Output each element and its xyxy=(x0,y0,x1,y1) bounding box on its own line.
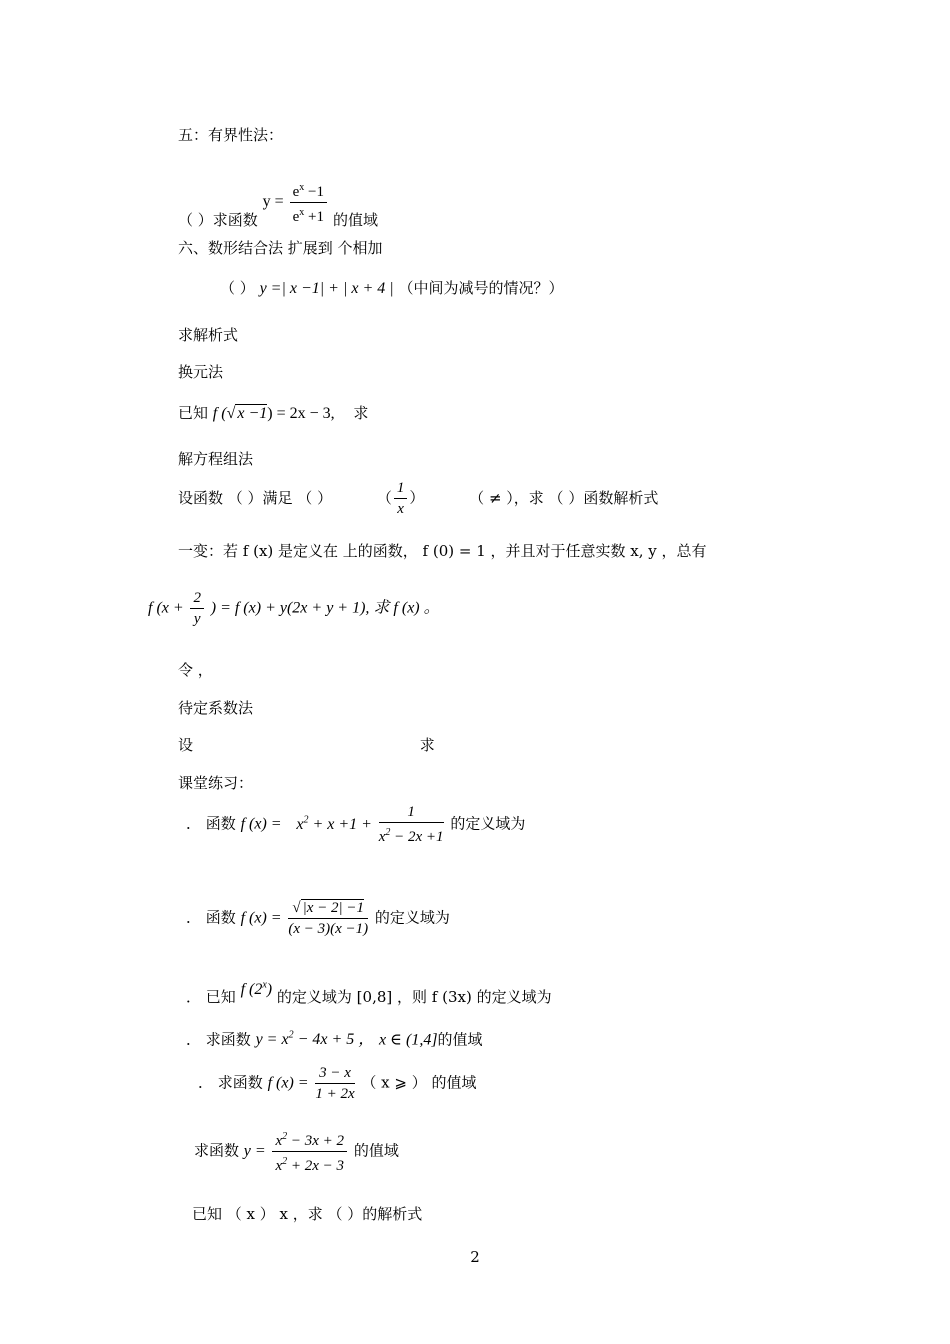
problem-absolute-sum: （ ） y =| x −1| + | x + 4 | （中间为减号的情况？） xyxy=(220,279,564,297)
problem-equation-system: 设函数 （ ）满足 （ ） （ $\frac{1}{x}$ ） （ ≠ ），求 （ ）函数解析式 xyxy=(178,480,659,517)
fraction: $\frac{3 - x}{1 + 2x}$ xyxy=(315,1065,355,1102)
fraction: $\frac{e^x -1}{e^x +1}$ xyxy=(290,178,327,227)
heading-classroom-practice: 课堂练习： xyxy=(178,774,254,792)
fraction: $\frac{√ |x - 2| -1}{(x - 3)(x -1)}$ xyxy=(288,900,369,937)
let-line: 令 ， xyxy=(178,661,213,679)
page-number: 2 xyxy=(470,1248,480,1266)
problem-variant-equation: f (x + $\frac{2}{y}$ ) = f (x) + y(2x + y + 1), 求 f (x) 。 xyxy=(148,590,440,627)
exercise-5: ． 求函数 f (x) = $\frac{3 - x}{1 + 2x}$ （ x ⩾ ） 的值域 xyxy=(198,1065,477,1102)
problem-exp-range: （ ）求函数 y = $\frac{e^x -1}{e^x +1}$ 的值域 xyxy=(178,170,378,219)
exercise-1: ． 函数 f $(x) = x^2 + x +1$ + $\frac{1}{x^2 - 2x +1}$ 的定义域为 xyxy=(186,804,526,845)
fraction: $\frac{2}{y}$ xyxy=(190,588,204,629)
fraction: $\frac{1}{x^2 - 2x +1}$ xyxy=(378,804,444,845)
fraction: $\frac{x^2 - 3x + 2}{x^2 + 2x - 3}$ xyxy=(272,1127,347,1176)
exercise-2: ． 函数 f (x) = $\frac{√ |x - 2| -1}{(x - 3)(x -1)}$ 的定义域为 xyxy=(186,900,450,937)
heading-equation-system: 解方程组法 xyxy=(178,450,254,468)
setup-line: 设 求 xyxy=(178,736,435,754)
heading-bounded-method: 五：有界性法： xyxy=(178,126,284,144)
exercise-4: ． 求函数 $y = x^2 - 4x + 5$ ， x ∈ (1,4]的值域 xyxy=(186,1030,483,1049)
exercise-6: 求函数 y = $\frac{x^2 - 3x + 2}{x^2 + 2x - 3}$ 的值域 xyxy=(194,1127,399,1176)
heading-find-expression: 求解析式 xyxy=(178,326,239,344)
exercise-7: 已知 （ x ） x ，求 （ ）的解析式 xyxy=(192,1205,423,1223)
fraction: $\frac{1}{x}$ xyxy=(394,478,408,519)
formula-y: y = $\frac{e^x -1}{e^x +1}$ xyxy=(263,193,333,210)
heading-graphical-method: 六、数形结合法 扩展到 个相加 xyxy=(178,239,383,257)
heading-undetermined-coefficients: 待定系数法 xyxy=(178,699,254,717)
problem-substitution: 已知 f (√ x −1) = 2x − 3, 求 xyxy=(178,404,369,422)
exercise-3: ． 已知 f (2$^x$) 的定义域为 [0,8] ，则 f (3x) 的定义域为 xyxy=(186,980,552,1007)
problem-variant: 一变：若 f (x) 是定义在 上的函数， f (0) = 1 ，并且对于任意实数 x, y ，总有 xyxy=(178,542,707,560)
heading-substitution: 换元法 xyxy=(178,363,224,381)
